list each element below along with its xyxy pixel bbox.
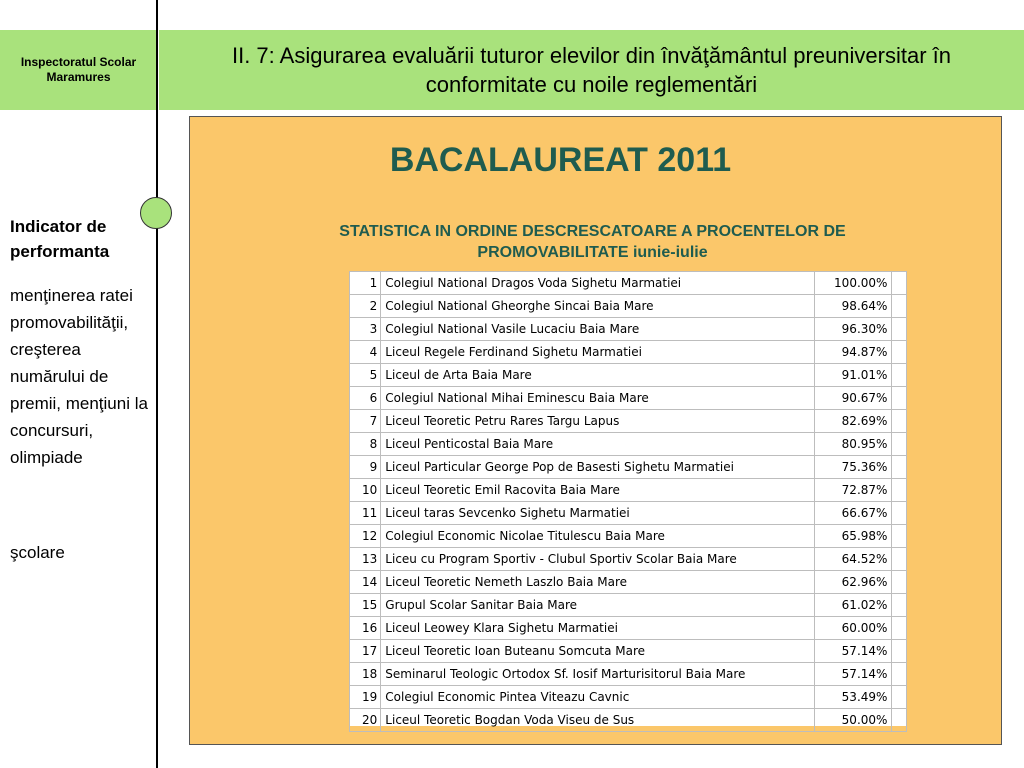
percent-cell: 61.02% xyxy=(814,594,892,617)
empty-cell xyxy=(892,456,907,479)
table-row xyxy=(350,594,907,617)
page-title: BACALAUREAT 2011 xyxy=(389,141,732,179)
rank-cell: 13 xyxy=(350,548,381,571)
empty-cell xyxy=(892,295,907,318)
school-cell: Liceul Penticostal Baia Mare xyxy=(381,433,814,456)
empty-cell xyxy=(892,479,907,502)
rank-cell: 16 xyxy=(350,617,381,640)
school-cell: Liceul Leowey Klara Sighetu Marmatiei xyxy=(381,617,814,640)
slide-header xyxy=(159,30,1024,110)
percent-cell: 64.52% xyxy=(814,548,892,571)
table-row xyxy=(350,433,907,456)
school-cell: Seminarul Teologic Ortodox Sf. Iosif Marturisitorul Baia Mare xyxy=(381,663,814,686)
percent-cell: 91.01% xyxy=(814,364,892,387)
ranking-table xyxy=(349,271,907,726)
percent-cell: 57.14% xyxy=(814,663,892,686)
percent-cell: 100.00% xyxy=(814,272,892,295)
organization-name: Inspectoratul Scolar Maramures xyxy=(20,55,137,84)
table-row xyxy=(350,640,907,663)
empty-cell xyxy=(892,640,907,663)
rank-cell: 20 xyxy=(350,709,381,732)
rank-cell: 19 xyxy=(350,686,381,709)
table-row xyxy=(350,272,907,295)
school-cell: Liceul Regele Ferdinand Sighetu Marmatiei xyxy=(381,341,814,364)
empty-cell xyxy=(892,502,907,525)
empty-cell xyxy=(892,525,907,548)
table-row xyxy=(350,295,907,318)
percent-cell: 80.95% xyxy=(814,433,892,456)
school-cell: Colegiul National Gheorghe Sincai Baia Mare xyxy=(381,295,814,318)
school-cell: Colegiul Economic Nicolae Titulescu Baia Mare xyxy=(381,525,814,548)
percent-cell: 60.00% xyxy=(814,617,892,640)
empty-cell xyxy=(892,387,907,410)
percent-cell: 94.87% xyxy=(814,341,892,364)
school-cell: Colegiul National Dragos Voda Sighetu Marmatiei xyxy=(381,272,814,295)
rank-cell: 9 xyxy=(350,456,381,479)
rank-cell: 18 xyxy=(350,663,381,686)
school-cell: Grupul Scolar Sanitar Baia Mare xyxy=(381,594,814,617)
percent-cell: 75.36% xyxy=(814,456,892,479)
school-cell: Liceul Particular George Pop de Basesti Sighetu Marmatiei xyxy=(381,456,814,479)
rank-cell: 7 xyxy=(350,410,381,433)
rank-cell: 11 xyxy=(350,502,381,525)
indicator-description: menţinerea ratei promovabilităţii, creşterea numărului de premii, menţiuni la concursuri, olimpiade xyxy=(10,286,148,467)
school-cell: Liceul Teoretic Bogdan Voda Viseu de Sus xyxy=(381,709,814,732)
rank-cell: 10 xyxy=(350,479,381,502)
indicator-heading: Indicator de performanta xyxy=(10,217,110,261)
percent-cell: 72.87% xyxy=(814,479,892,502)
percent-cell: 96.30% xyxy=(814,318,892,341)
table-row xyxy=(350,479,907,502)
empty-cell xyxy=(892,341,907,364)
percent-cell: 50.00% xyxy=(814,709,892,732)
school-cell: Liceul de Arta Baia Mare xyxy=(381,364,814,387)
table-row xyxy=(350,548,907,571)
table-row xyxy=(350,387,907,410)
vertical-divider xyxy=(156,0,158,768)
percent-cell: 82.69% xyxy=(814,410,892,433)
rank-cell: 12 xyxy=(350,525,381,548)
school-cell: Liceul taras Sevcenko Sighetu Marmatiei xyxy=(381,502,814,525)
percent-cell: 90.67% xyxy=(814,387,892,410)
rank-cell: 8 xyxy=(350,433,381,456)
table-row xyxy=(350,318,907,341)
percent-cell: 98.64% xyxy=(814,295,892,318)
rank-cell: 6 xyxy=(350,387,381,410)
empty-cell xyxy=(892,663,907,686)
table-row xyxy=(350,456,907,479)
empty-cell xyxy=(892,548,907,571)
ranking-table-body xyxy=(350,272,907,732)
table-row xyxy=(350,525,907,548)
percent-cell: 57.14% xyxy=(814,640,892,663)
table-row xyxy=(350,410,907,433)
empty-cell xyxy=(892,594,907,617)
rank-cell: 1 xyxy=(350,272,381,295)
rank-cell: 17 xyxy=(350,640,381,663)
rank-cell: 3 xyxy=(350,318,381,341)
empty-cell xyxy=(892,709,907,732)
empty-cell xyxy=(892,571,907,594)
table-row xyxy=(350,502,907,525)
rank-cell: 14 xyxy=(350,571,381,594)
table-row xyxy=(350,617,907,640)
empty-cell xyxy=(892,272,907,295)
rank-cell: 2 xyxy=(350,295,381,318)
rank-cell: 15 xyxy=(350,594,381,617)
indicator-description-end: şcolare xyxy=(10,543,65,562)
empty-cell xyxy=(892,617,907,640)
empty-cell xyxy=(892,686,907,709)
school-cell: Liceul Teoretic Nemeth Laszlo Baia Mare xyxy=(381,571,814,594)
page-subtitle: STATISTICA IN ORDINE DESCRESCATOARE A PROCENTELOR DE PROMOVABILITATE iunie-iulie xyxy=(339,223,846,261)
school-cell: Liceul Teoretic Petru Rares Targu Lapus xyxy=(381,410,814,433)
school-cell: Colegiul Economic Pintea Viteazu Cavnic xyxy=(381,686,814,709)
table-row xyxy=(350,364,907,387)
percent-cell: 62.96% xyxy=(814,571,892,594)
organization-banner xyxy=(0,30,157,110)
rank-cell: 5 xyxy=(350,364,381,387)
percent-cell: 66.67% xyxy=(814,502,892,525)
table-row xyxy=(350,663,907,686)
table-row xyxy=(350,686,907,709)
school-cell: Liceu cu Program Sportiv - Clubul Sportiv Scolar Baia Mare xyxy=(381,548,814,571)
empty-cell xyxy=(892,410,907,433)
table-row xyxy=(350,571,907,594)
table-row xyxy=(350,341,907,364)
school-cell: Liceul Teoretic Emil Racovita Baia Mare xyxy=(381,479,814,502)
percent-cell: 53.49% xyxy=(814,686,892,709)
empty-cell xyxy=(892,433,907,456)
slide-title: II. 7: Asigurarea evaluării tuturor elevilor din învăţământul preuniversitar în conformitate cu noile reglementări xyxy=(231,43,952,97)
school-cell: Colegiul National Mihai Eminescu Baia Mare xyxy=(381,387,814,410)
percent-cell: 65.98% xyxy=(814,525,892,548)
rank-cell: 4 xyxy=(350,341,381,364)
school-cell: Colegiul National Vasile Lucaciu Baia Mare xyxy=(381,318,814,341)
empty-cell xyxy=(892,364,907,387)
school-cell: Liceul Teoretic Ioan Buteanu Somcuta Mare xyxy=(381,640,814,663)
empty-cell xyxy=(892,318,907,341)
table-row xyxy=(350,709,907,732)
